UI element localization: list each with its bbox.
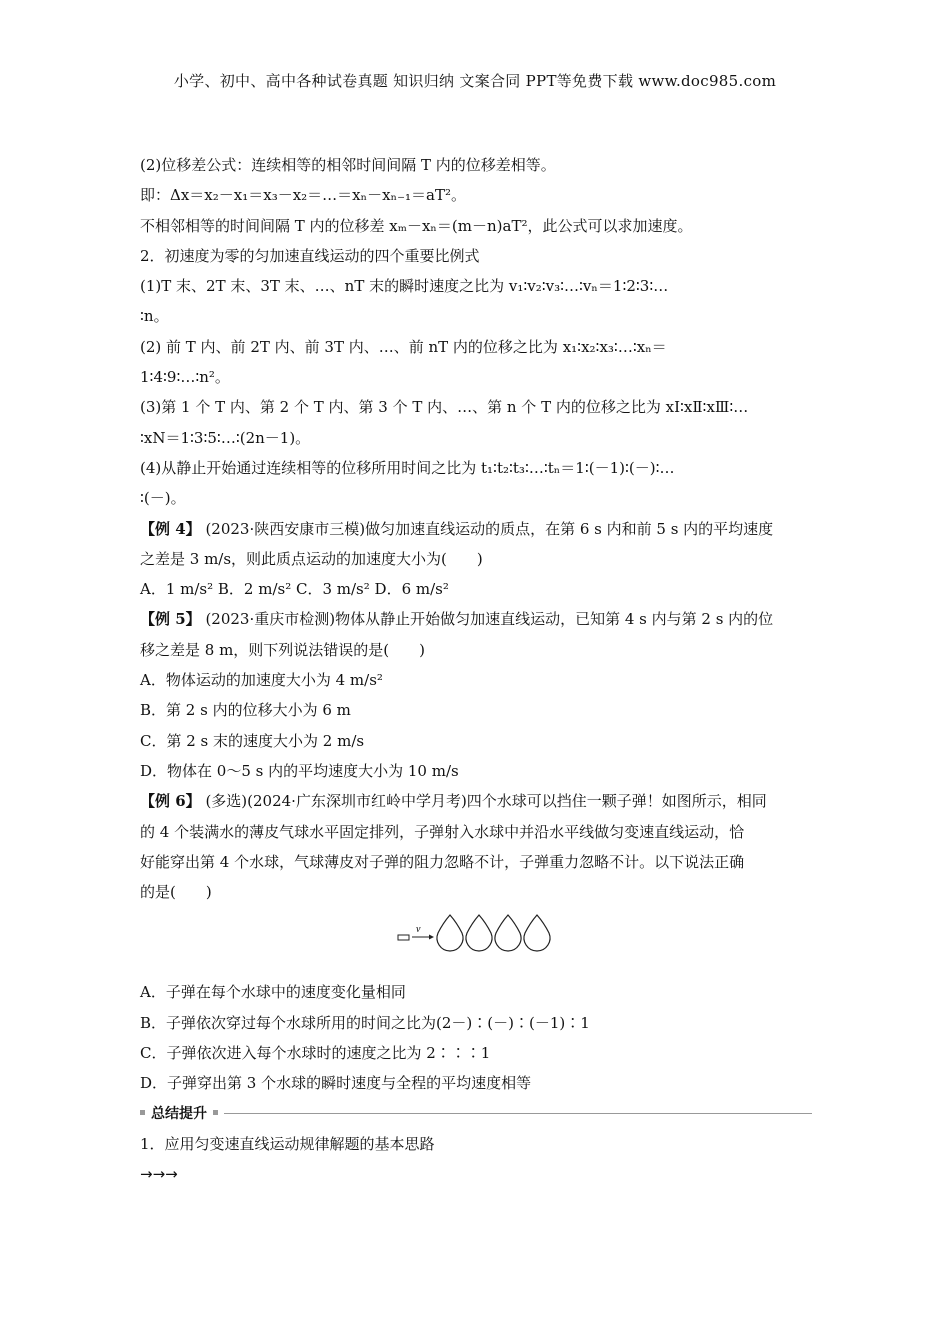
summary-divider [140, 1099, 812, 1129]
option-c: C．第 2 s 末的速度大小为 2 m/s [140, 731, 365, 750]
option-c: C．子弹依次进入每个水球时的速度之比为 2∶∶∶1 [140, 1044, 491, 1063]
water-balloon-2 [466, 915, 492, 951]
option-d: D．子弹穿出第 3 个水球的瞬时速度与全程的平均速度相等 [140, 1074, 532, 1093]
option-d: D．物体在 0～5 s 内的平均速度大小为 10 m/s [140, 761, 459, 780]
text-line: 1∶4∶9∶…∶n²。 [140, 368, 230, 387]
example-text: (2023·重庆市检测)物体从静止开始做匀加速直线运动，已知第 4 s 内与第 2 s 内的位 [200, 610, 774, 629]
text-line: 1．应用匀变速直线运动规律解题的基本思路 [140, 1134, 435, 1153]
text-line: ∶n。 [140, 307, 169, 326]
example-tag: 【例 4】 [140, 519, 201, 538]
example-text: (2023·陕西安康市三模)做匀加速直线运动的质点，在第 6 s 内和前 5 s 内的平均速度 [200, 519, 774, 538]
document-body [140, 150, 812, 1189]
square-icon [140, 1110, 145, 1115]
example-tag: 【例 5】 [140, 610, 201, 629]
text-line: (3)第 1 个 T 内、第 2 个 T 内、第 3 个 T 内、…、第 n 个 T 内的位移之比为 xⅠ∶xⅡ∶xⅢ∶… [140, 398, 749, 417]
text-line: 之差是 3 m/s，则此质点运动的加速度大小为( ) [140, 549, 483, 568]
example-text: (多选)(2024·广东深圳市红岭中学月考)四个水球可以挡住一颗子弹！如图所示，相同 [200, 792, 767, 811]
option-b: B．第 2 s 内的位移大小为 6 m [140, 701, 351, 720]
text-line: ∶xN＝1∶3∶5∶…∶(2n－1)。 [140, 428, 311, 447]
option-b: B．子弹依次穿过每个水球所用的时间之比为(2－)∶(－)∶(－1)∶1 [140, 1013, 590, 1032]
arrow-chain: →→→ [140, 1164, 178, 1183]
summary-rule [140, 1113, 812, 1114]
bullet-icon [398, 935, 409, 940]
text-line: 不相邻相等的时间间隔 T 内的位移差 xₘ－xₙ＝(m－n)aT²，此公式可以求加速度。 [140, 216, 693, 235]
water-balloon-4 [524, 915, 550, 951]
example-tag: 【例 6】 [140, 792, 201, 811]
velocity-arrow-head [429, 935, 434, 940]
text-line: (2) 前 T 内、前 2T 内、前 3T 内、…、前 nT 内的位移之比为 x₁∶x₂∶x₃∶…∶xₙ＝ [140, 337, 667, 356]
page-header: 小学、初中、高中各种试卷真题 知识归纳 文案合同 PPT等免费下载 www.doc985.com [173, 72, 777, 90]
square-icon [213, 1110, 218, 1115]
water-balloon-1 [437, 915, 463, 951]
text-line: 移之差是 8 m，则下列说法错误的是( ) [140, 640, 426, 659]
example-5-line [140, 604, 812, 634]
summary-label-text: 总结提升 [151, 1105, 207, 1122]
option-a: A．物体运动的加速度大小为 4 m/s² [140, 671, 383, 690]
water-balloon-figure [140, 907, 812, 977]
text-line: (1)T 末、2T 末、3T 末、…、nT 末的瞬时速度之比为 v₁∶v₂∶v₃∶…∶vₙ＝1∶2∶3∶… [140, 277, 669, 296]
text-line: (4)从静止开始通过连续相等的位移所用时间之比为 t₁∶t₂∶t₃∶…∶tₙ＝1∶(－1)∶(－)∶… [140, 458, 675, 477]
section-heading: 2．初速度为零的匀加速直线运动的四个重要比例式 [140, 246, 480, 265]
example-4-line [140, 514, 812, 544]
text-line: ∶(－)。 [140, 489, 186, 508]
water-balloon-diagram [395, 911, 565, 973]
text-line: (2)位移差公式：连续相等的相邻时间间隔 T 内的位移差相等。 [140, 156, 556, 174]
option-a: A．子弹在每个水球中的速度变化量相同 [140, 983, 406, 1002]
water-balloon-3 [495, 915, 521, 951]
answer-options: A．1 m/s² B．2 m/s² C．3 m/s² D．6 m/s² [140, 580, 449, 599]
text-line: 好能穿出第 4 个水球，气球薄皮对子弹的阻力忽略不计，子弹重力忽略不计。以下说法正确 [140, 852, 745, 871]
text-line: 的 4 个装满水的薄皮气球水平固定排列，子弹射入水球中并沿水平线做匀变速直线运动，恰 [140, 822, 745, 841]
example-6-line [140, 786, 812, 816]
text-line: 的是( ) [140, 883, 212, 902]
velocity-label: v [416, 924, 421, 936]
summary-label [140, 1103, 224, 1123]
text-line: 即：Δx＝x₂－x₁＝x₃－x₂＝…＝xₙ－xₙ₋₁＝aT²。 [140, 186, 466, 205]
